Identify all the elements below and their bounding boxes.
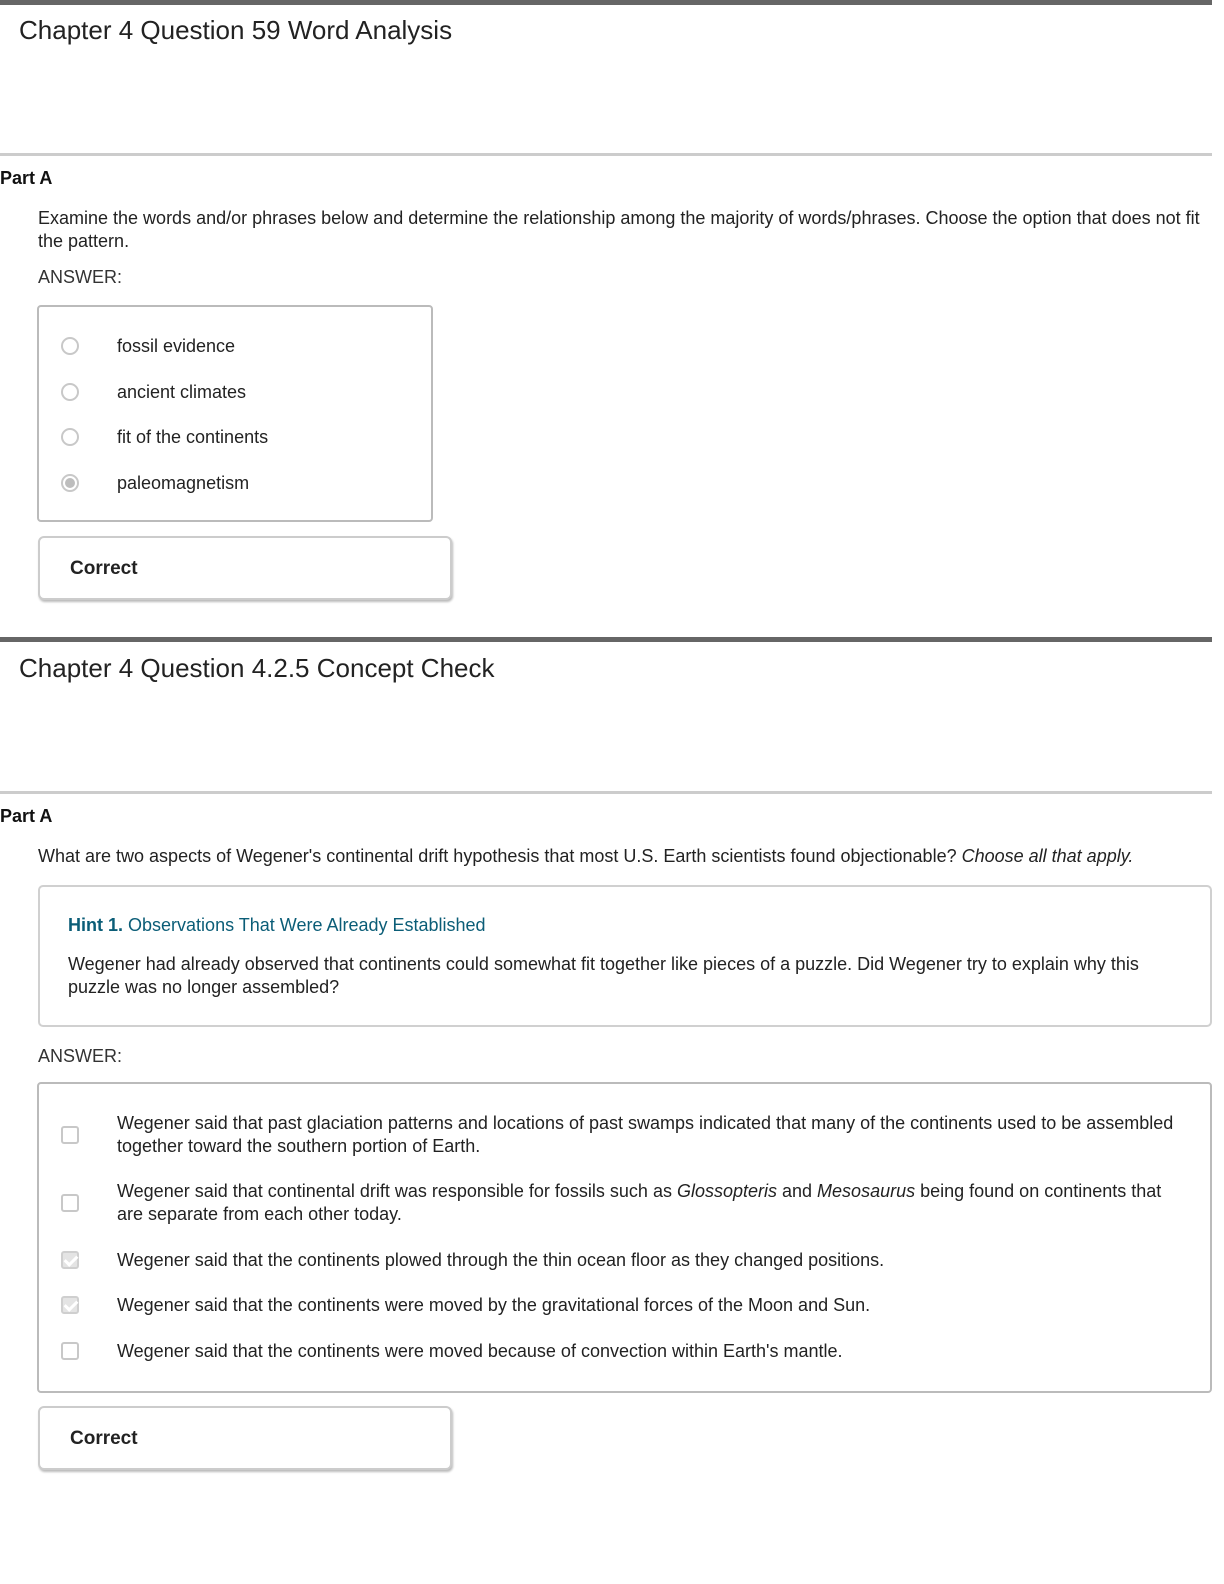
radio-button[interactable]: [61, 337, 79, 355]
question-2-title: Chapter 4 Question 4.2.5 Concept Check: [19, 653, 495, 683]
option-label: fossil evidence: [117, 336, 236, 356]
question-1-title: Chapter 4 Question 59 Word Analysis: [19, 15, 453, 45]
option-label: Wegener said that continental drift was responsible for fossils such as Glossopteris and Mesosaurus being found on continents that are separate from each other today.: [117, 1181, 1162, 1224]
option-label: ancient climates: [117, 382, 247, 402]
option-label: Wegener said that the continents were moved because of convection within Earth's mantle.: [117, 1341, 843, 1361]
hint-body: Wegener had already observed that continents could somewhat fit together like pieces of a puzzle. Did Wegener try to explain why this puzzle was no longer assembled?: [68, 954, 1139, 997]
question-2-feedback: [38, 1406, 452, 1470]
correct-status: Correct: [70, 1428, 138, 1449]
checkbox-checked[interactable]: [61, 1251, 79, 1269]
option-label: Wegener said that past glaciation patterns and locations of past swamps indicated that many of the continents used to be assembled together toward the southern portion of Earth.: [117, 1113, 1174, 1156]
question-2-answer-label: ANSWER:: [38, 1046, 123, 1066]
option-label: Wegener said that the continents were moved by the gravitational forces of the Moon and Sun.: [117, 1295, 871, 1315]
question-2-part-divider: [0, 791, 1212, 794]
radio-button-selected[interactable]: [61, 474, 79, 492]
hint-title[interactable]: Hint 1. Observations That Were Already Established: [68, 915, 486, 935]
prompt-emphasis: Choose all that apply.: [961, 846, 1134, 866]
question-2-part-label: Part A: [0, 806, 53, 826]
checkbox[interactable]: [61, 1126, 79, 1144]
checkbox-checked[interactable]: [61, 1296, 79, 1314]
question-2-prompt: What are two aspects of Wegener's continental drift hypothesis that most U.S. Earth scientists found objectionable? Choose all that apply.: [38, 846, 1134, 866]
option-label: paleomagnetism: [117, 473, 250, 493]
question-1-part-divider: [0, 153, 1212, 156]
option-label: fit of the continents: [117, 427, 269, 447]
hint-panel: [38, 885, 1212, 1027]
question-1-top-divider: [0, 0, 1212, 5]
option-label: Wegener said that the continents plowed through the thin ocean floor as they changed positions.: [117, 1250, 885, 1270]
checkbox[interactable]: [61, 1194, 79, 1212]
question-2-options: [37, 1082, 1212, 1393]
question-1-prompt: Examine the words and/or phrases below and determine the relationship among the majority of words/phrases. Choose the option that does not fit the pattern.: [38, 208, 1200, 251]
radio-button[interactable]: [61, 383, 79, 401]
question-1-options: [37, 305, 433, 522]
correct-status: Correct: [70, 558, 138, 579]
question-1-part-label: Part A: [0, 168, 53, 188]
radio-button[interactable]: [61, 428, 79, 446]
checkbox[interactable]: [61, 1342, 79, 1360]
question-1-feedback: [38, 536, 452, 600]
question-2-top-divider: [0, 637, 1212, 642]
question-1-answer-label: ANSWER:: [38, 267, 123, 287]
